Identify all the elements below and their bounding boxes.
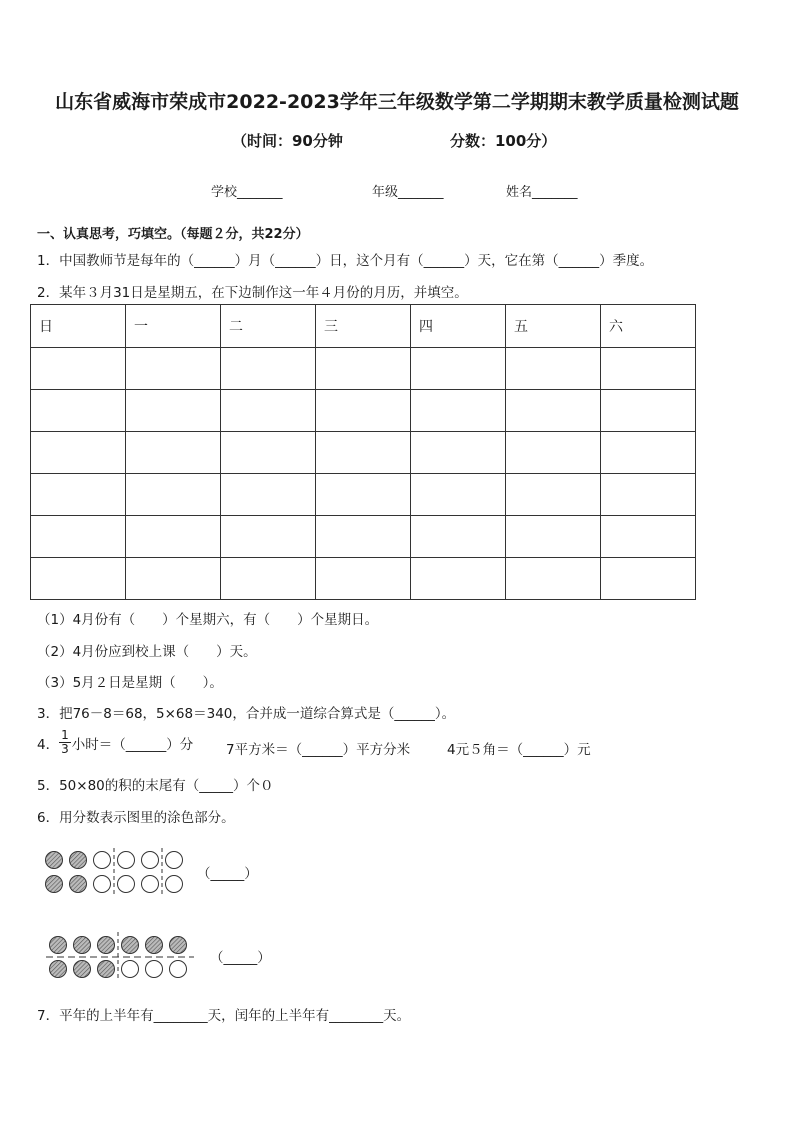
shaded-circle [170,937,187,954]
question-1: 1．中国教师节是每年的（______）月（______）日，这个月有（______）天，它在第（______）季度。 [37,253,654,269]
empty-circle [142,876,159,893]
calendar-cell[interactable] [601,558,696,600]
calendar-cell[interactable] [316,516,411,558]
calendar-cell[interactable] [31,558,126,600]
empty-circle [94,852,111,869]
question-2-sub1: （1）4月份有（ ）个星期六，有（ ）个星期日。 [37,612,379,628]
calendar-cell[interactable] [316,390,411,432]
calendar-cell[interactable] [601,516,696,558]
calendar-cell[interactable] [601,390,696,432]
weekday-wed: 三 [316,305,411,348]
shaded-circle [46,852,63,869]
shaded-circle [70,852,87,869]
calendar-row [31,516,696,558]
question-2: 2．某年３月31日是星期五，在下边制作这一年４月份的月历，并填空。 [37,285,468,301]
calendar-cell[interactable] [411,348,506,390]
question-4 [37,729,193,756]
calendar-cell[interactable] [506,390,601,432]
question-5: 5．50×80的积的末尾有（_____）个０ [37,778,274,794]
question-2-sub3: （3）5月２日是星期（ ）。 [37,675,223,691]
calendar-cell[interactable] [221,390,316,432]
empty-circle [146,961,163,978]
shaded-circle [50,937,67,954]
calendar-cell[interactable] [31,432,126,474]
calendar-cell[interactable] [411,516,506,558]
calendar-cell[interactable] [221,474,316,516]
figure-2-answer-blank[interactable]: （_____） [210,950,271,966]
shaded-circle [74,961,91,978]
question-2-sub2: （2）4月份应到校上课（ ）天。 [37,644,257,660]
question-4-part2: 7平方米＝（______）平方分米 [226,742,411,758]
school-field[interactable]: 学校_______ [211,185,283,200]
calendar-cell[interactable] [411,432,506,474]
grade-field[interactable]: 年级_______ [372,185,444,200]
calendar-cell[interactable] [601,474,696,516]
calendar-cell[interactable] [316,558,411,600]
calendar-cell[interactable] [316,432,411,474]
weekday-thu: 四 [411,305,506,348]
shaded-circle [46,876,63,893]
shaded-circle [122,937,139,954]
calendar-cell[interactable] [126,558,221,600]
empty-circle [170,961,187,978]
exam-score: 分数：100分） [450,132,557,150]
calendar-cell[interactable] [411,390,506,432]
calendar-cell[interactable] [601,432,696,474]
calendar-header-row [31,305,696,348]
fraction-figure-1 [40,846,192,896]
calendar-cell[interactable] [506,558,601,600]
calendar-row [31,558,696,600]
shaded-circle [146,937,163,954]
question-4-part1: 小时＝（______）分 [71,736,194,753]
question-6: 6．用分数表示图里的涂色部分。 [37,810,235,826]
shaded-circle [70,876,87,893]
calendar-cell[interactable] [221,348,316,390]
shaded-circle [50,961,67,978]
fraction-one-third: $\frac{1}{3}$ [61,728,69,756]
empty-circle [142,852,159,869]
calendar-row [31,432,696,474]
calendar-cell[interactable] [126,474,221,516]
section-heading: 一、认真思考，巧填空。（每题２分，共22分） [37,227,309,242]
calendar-row [31,390,696,432]
calendar-cell[interactable] [221,432,316,474]
calendar-cell[interactable] [316,348,411,390]
calendar-cell[interactable] [506,516,601,558]
weekday-fri: 五 [506,305,601,348]
shaded-circle [98,961,115,978]
calendar-cell[interactable] [31,516,126,558]
page-title: 山东省威海市荣成市2022-2023学年三年级数学第二学期期末教学质量检测试题 [55,91,739,113]
calendar-row [31,474,696,516]
calendar-cell[interactable] [506,474,601,516]
name-field[interactable]: 姓名_______ [506,185,578,200]
calendar-cell[interactable] [221,516,316,558]
shaded-circle [98,937,115,954]
calendar-cell[interactable] [31,474,126,516]
calendar-cell[interactable] [126,516,221,558]
weekday-sat: 六 [601,305,696,348]
calendar-cell[interactable] [506,432,601,474]
empty-circle [94,876,111,893]
exam-time: （时间：90分钟 [232,132,343,150]
calendar-cell[interactable] [316,474,411,516]
empty-circle [118,876,135,893]
calendar-table [30,304,696,600]
calendar-cell[interactable] [126,348,221,390]
weekday-tue: 二 [221,305,316,348]
empty-circle [166,852,183,869]
weekday-mon: 一 [126,305,221,348]
question-7: 7．平年的上半年有________天，闰年的上半年有________天。 [37,1008,411,1024]
calendar-cell[interactable] [411,558,506,600]
empty-circle [166,876,183,893]
calendar-cell[interactable] [411,474,506,516]
calendar-row [31,348,696,390]
question-3: 3．把76－8＝68，5×68＝340，合并成一道综合算式是（______）。 [37,706,456,722]
calendar-cell[interactable] [126,390,221,432]
weekday-sun: 日 [31,305,126,348]
fraction-figure-2 [44,932,204,982]
figure-1-answer-blank[interactable]: （_____） [197,866,258,882]
question-4-number: 4． [37,736,60,753]
calendar-cell[interactable] [126,432,221,474]
question-4-part3: 4元５角＝（______）元 [447,742,591,758]
shaded-circle [74,937,91,954]
empty-circle [118,852,135,869]
empty-circle [122,961,139,978]
calendar-cell[interactable] [31,390,126,432]
calendar-cell[interactable] [221,558,316,600]
calendar-cell[interactable] [506,348,601,390]
calendar-cell[interactable] [31,348,126,390]
calendar-cell[interactable] [601,348,696,390]
